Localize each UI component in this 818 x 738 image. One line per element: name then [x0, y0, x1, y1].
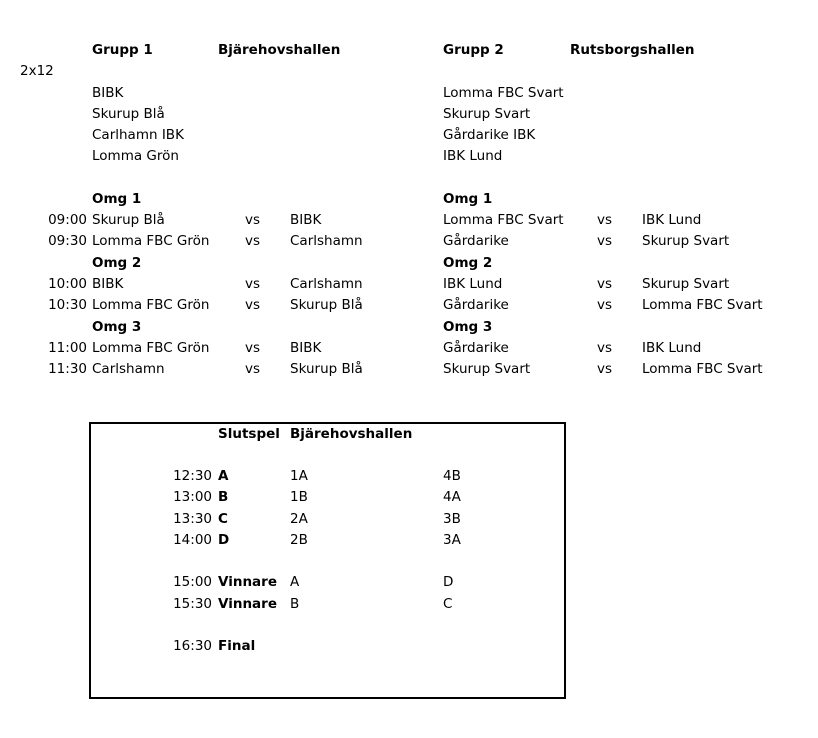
playoff-away: 3A — [443, 532, 461, 548]
match-away: BIBK — [290, 212, 322, 228]
match-format: 2x12 — [20, 63, 54, 79]
playoff-label: C — [218, 511, 228, 527]
match-time: 09:00 — [48, 212, 87, 228]
playoff-home: 2A — [290, 511, 308, 527]
playoff-time: 15:00 — [173, 574, 212, 590]
match-home: Carlshamn — [92, 361, 165, 377]
playoff-home: 1B — [290, 489, 308, 505]
playoff-time: 15:30 — [173, 596, 212, 612]
match-vs: vs — [597, 233, 613, 249]
match-time: 11:30 — [48, 361, 87, 377]
match-away: Lomma FBC Svart — [642, 361, 763, 377]
group1-round-label: Omg 1 — [92, 191, 142, 207]
group2-title: Grupp 2 — [443, 42, 504, 58]
match-time: 10:30 — [48, 297, 87, 313]
playoff-box — [89, 422, 566, 699]
playoff-time: 13:30 — [173, 511, 212, 527]
match-time: 11:00 — [48, 340, 87, 356]
group1-team: BIBK — [92, 85, 124, 101]
group1-team: Skurup Blå — [92, 106, 165, 122]
match-home: Lomma FBC Grön — [92, 297, 210, 313]
playoff-label: B — [218, 489, 229, 505]
group1-venue: Bjärehovshallen — [218, 42, 341, 58]
playoff-time: 16:30 — [173, 638, 212, 654]
group2-venue: Rutsborgshallen — [570, 42, 695, 58]
group1-round-label: Omg 2 — [92, 255, 142, 271]
match-vs: vs — [245, 340, 261, 356]
match-vs: vs — [245, 276, 261, 292]
match-away: Skurup Svart — [642, 276, 730, 292]
playoff-away: 3B — [443, 511, 461, 527]
group2-team: Lomma FBC Svart — [443, 85, 564, 101]
match-home: Lomma FBC Grön — [92, 340, 210, 356]
match-vs: vs — [597, 276, 613, 292]
match-home: Lomma FBC Svart — [443, 212, 564, 228]
match-vs: vs — [597, 361, 613, 377]
playoff-away: D — [443, 574, 454, 590]
group1-team: Carlhamn IBK — [92, 127, 184, 143]
match-home: Gårdarike — [443, 297, 509, 313]
playoff-label: Final — [218, 638, 256, 654]
group2-team: IBK Lund — [443, 148, 503, 164]
group1-team: Lomma Grön — [92, 148, 179, 164]
match-home: BIBK — [92, 276, 124, 292]
match-time: 10:00 — [48, 276, 87, 292]
playoff-away: C — [443, 596, 453, 612]
match-vs: vs — [597, 212, 613, 228]
match-away: Skurup Svart — [642, 233, 730, 249]
playoff-home: 1A — [290, 468, 308, 484]
group2-round-label: Omg 1 — [443, 191, 493, 207]
match-away: Skurup Blå — [290, 297, 363, 313]
group2-team: Gårdarike IBK — [443, 127, 536, 143]
group1-title: Grupp 1 — [92, 42, 153, 58]
match-vs: vs — [597, 297, 613, 313]
playoff-away: 4B — [443, 468, 461, 484]
playoff-home: B — [290, 596, 300, 612]
match-away: IBK Lund — [642, 340, 702, 356]
match-away: IBK Lund — [642, 212, 702, 228]
playoff-title: Slutspel — [218, 426, 280, 442]
match-home: Skurup Svart — [443, 361, 531, 377]
match-away: Carlshamn — [290, 233, 363, 249]
playoff-label: Vinnare — [218, 574, 277, 590]
match-vs: vs — [245, 212, 261, 228]
playoff-time: 13:00 — [173, 489, 212, 505]
match-home: Gårdarike — [443, 233, 509, 249]
playoff-label: A — [218, 468, 229, 484]
match-away: Carlshamn — [290, 276, 363, 292]
match-away: Lomma FBC Svart — [642, 297, 763, 313]
match-vs: vs — [245, 297, 261, 313]
playoff-label: D — [218, 532, 230, 548]
match-home: Lomma FBC Grön — [92, 233, 210, 249]
group2-team: Skurup Svart — [443, 106, 531, 122]
playoff-venue: Bjärehovshallen — [290, 426, 413, 442]
group1-round-label: Omg 3 — [92, 319, 142, 335]
playoff-time: 12:30 — [173, 468, 212, 484]
match-vs: vs — [245, 361, 261, 377]
playoff-time: 14:00 — [173, 532, 212, 548]
match-time: 09:30 — [48, 233, 87, 249]
match-vs: vs — [597, 340, 613, 356]
match-vs: vs — [245, 233, 261, 249]
match-away: BIBK — [290, 340, 322, 356]
match-away: Skurup Blå — [290, 361, 363, 377]
match-home: Skurup Blå — [92, 212, 165, 228]
match-home: Gårdarike — [443, 340, 509, 356]
match-home: IBK Lund — [443, 276, 503, 292]
playoff-label: Vinnare — [218, 596, 277, 612]
group2-round-label: Omg 3 — [443, 319, 493, 335]
playoff-home: A — [290, 574, 300, 590]
group2-round-label: Omg 2 — [443, 255, 493, 271]
playoff-away: 4A — [443, 489, 461, 505]
playoff-home: 2B — [290, 532, 308, 548]
